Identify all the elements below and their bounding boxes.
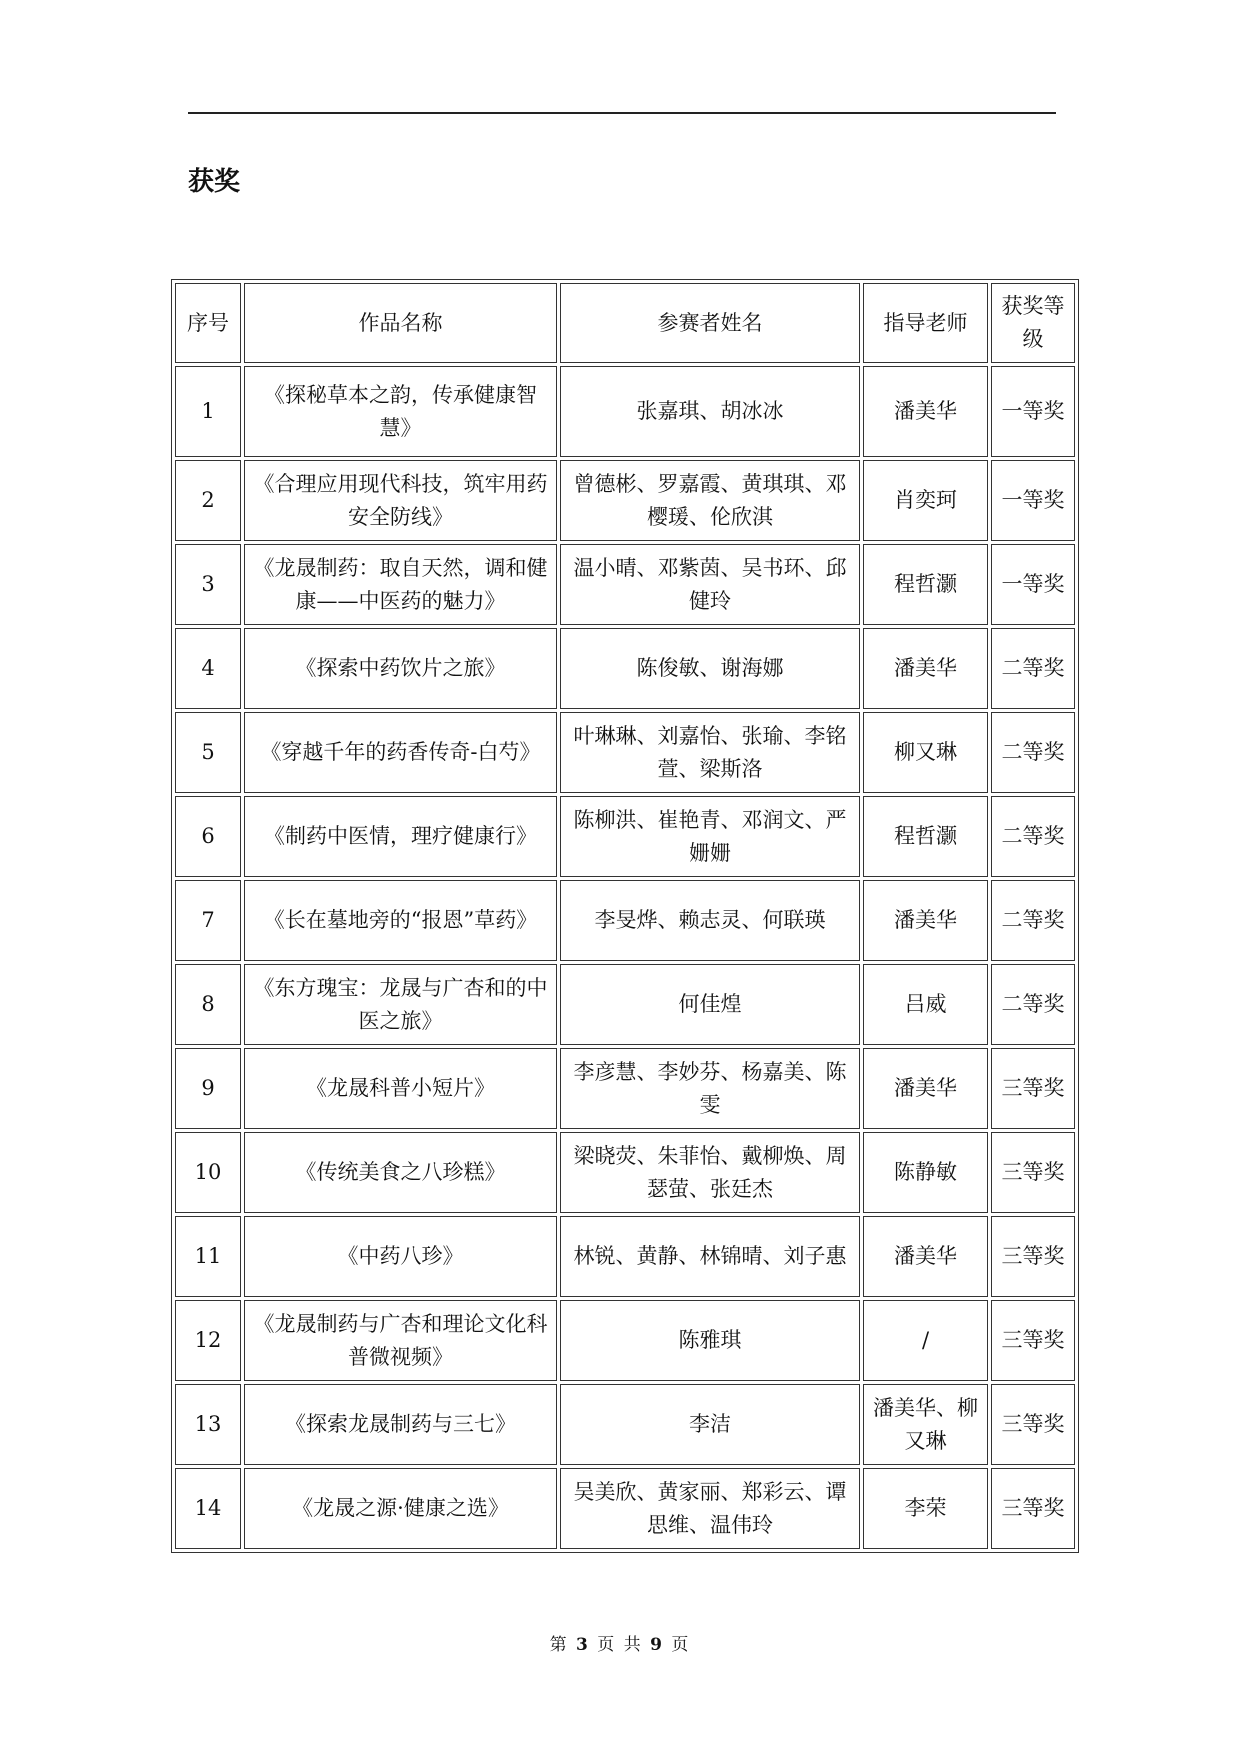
row-level: 二等奖: [991, 628, 1075, 709]
row-level: 二等奖: [991, 796, 1075, 877]
section-title: 获奖: [188, 167, 241, 197]
row-no: 13: [175, 1384, 241, 1465]
row-level: 三等奖: [991, 1048, 1075, 1129]
table-header-row: [175, 283, 1075, 363]
table-row: [175, 544, 1075, 625]
row-level: 三等奖: [991, 1132, 1075, 1213]
table-row: [175, 1048, 1075, 1129]
row-participants: 林锐、黄静、林锦晴、刘子惠: [560, 1216, 860, 1297]
row-title: 《探索龙晟制药与三七》: [244, 1384, 557, 1465]
row-level: 一等奖: [991, 366, 1075, 457]
row-participants: 吴美欣、黄家丽、郑彩云、谭思维、温伟玲: [560, 1468, 860, 1549]
row-no: 5: [175, 712, 241, 793]
row-no: 12: [175, 1300, 241, 1381]
table-row: [175, 1216, 1075, 1297]
row-participants: 梁晓荧、朱菲怡、戴柳焕、周瑟萤、张廷杰: [560, 1132, 860, 1213]
row-teacher: 程哲灏: [863, 544, 988, 625]
row-teacher: /: [863, 1300, 988, 1381]
row-no: 1: [175, 366, 241, 457]
row-participants: 李旻烨、赖志灵、何联瑛: [560, 880, 860, 961]
row-level: 二等奖: [991, 880, 1075, 961]
row-participants: 李洁: [560, 1384, 860, 1465]
footer-current-page: 3: [576, 1635, 590, 1655]
row-no: 10: [175, 1132, 241, 1213]
awards-table: [171, 279, 1079, 1553]
row-no: 6: [175, 796, 241, 877]
row-level: 三等奖: [991, 1468, 1075, 1549]
row-no: 2: [175, 460, 241, 541]
row-title: 《传统美食之八珍糕》: [244, 1132, 557, 1213]
table-row: [175, 1300, 1075, 1381]
row-participants: 曾德彬、罗嘉霞、黄琪琪、邓樱瑗、伦欣淇: [560, 460, 860, 541]
header-rule: [188, 112, 1056, 114]
row-teacher: 潘美华、柳又琳: [863, 1384, 988, 1465]
row-no: 14: [175, 1468, 241, 1549]
row-title: 《合理应用现代科技，筑牢用药安全防线》: [244, 460, 557, 541]
header-no: 序号: [175, 283, 241, 363]
header-participants: 参赛者姓名: [560, 283, 860, 363]
row-teacher: 潘美华: [863, 880, 988, 961]
row-title: 《龙晟之源·健康之选》: [244, 1468, 557, 1549]
row-participants: 陈俊敏、谢海娜: [560, 628, 860, 709]
table-row: [175, 1468, 1075, 1549]
table-row: [175, 628, 1075, 709]
row-level: 二等奖: [991, 712, 1075, 793]
row-level: 一等奖: [991, 460, 1075, 541]
row-teacher: 潘美华: [863, 366, 988, 457]
row-level: 三等奖: [991, 1216, 1075, 1297]
row-level: 三等奖: [991, 1384, 1075, 1465]
row-teacher: 潘美华: [863, 628, 988, 709]
row-teacher: 陈静敏: [863, 1132, 988, 1213]
row-title: 《探秘草本之韵，传承健康智慧》: [244, 366, 557, 457]
table-row: [175, 1384, 1075, 1465]
row-no: 4: [175, 628, 241, 709]
row-title: 《探索中药饮片之旅》: [244, 628, 557, 709]
row-teacher: 吕威: [863, 964, 988, 1045]
footer-prefix: 第: [549, 1635, 569, 1655]
page-footer: [0, 1633, 1240, 1657]
row-no: 7: [175, 880, 241, 961]
row-teacher: 潘美华: [863, 1216, 988, 1297]
header-title: 作品名称: [244, 283, 557, 363]
row-teacher: 潘美华: [863, 1048, 988, 1129]
row-title: 《穿越千年的药香传奇-白芍》: [244, 712, 557, 793]
row-no: 9: [175, 1048, 241, 1129]
table-row: [175, 712, 1075, 793]
footer-total-pages: 9: [650, 1635, 664, 1655]
header-level: 获奖等级: [991, 283, 1075, 363]
row-teacher: 程哲灏: [863, 796, 988, 877]
row-title: 《龙晟制药：取自天然，调和健康——中医药的魅力》: [244, 544, 557, 625]
footer-middle: 页 共: [597, 1635, 643, 1655]
row-level: 二等奖: [991, 964, 1075, 1045]
row-level: 一等奖: [991, 544, 1075, 625]
table-row: [175, 366, 1075, 457]
row-level: 三等奖: [991, 1300, 1075, 1381]
footer-suffix: 页: [671, 1635, 691, 1655]
row-teacher: 李荣: [863, 1468, 988, 1549]
table-row: [175, 1132, 1075, 1213]
row-participants: 陈柳洪、崔艳青、邓润文、严姗姗: [560, 796, 860, 877]
row-teacher: 肖奕珂: [863, 460, 988, 541]
row-title: 《长在墓地旁的“报恩”草药》: [244, 880, 557, 961]
row-no: 8: [175, 964, 241, 1045]
row-participants: 何佳煌: [560, 964, 860, 1045]
row-teacher: 柳又琳: [863, 712, 988, 793]
table-row: [175, 964, 1075, 1045]
row-title: 《龙晟制药与广杏和理论文化科普微视频》: [244, 1300, 557, 1381]
row-participants: 张嘉琪、胡冰冰: [560, 366, 860, 457]
table-row: [175, 796, 1075, 877]
table-row: [175, 460, 1075, 541]
row-no: 3: [175, 544, 241, 625]
row-participants: 温小晴、邓紫茵、吴书环、邱健玲: [560, 544, 860, 625]
row-title: 《制药中医情，理疗健康行》: [244, 796, 557, 877]
row-participants: 叶琳琳、刘嘉怡、张瑜、李铭萱、梁斯洛: [560, 712, 860, 793]
header-teacher: 指导老师: [863, 283, 988, 363]
row-participants: 李彦慧、李妙芬、杨嘉美、陈雯: [560, 1048, 860, 1129]
table-row: [175, 880, 1075, 961]
row-no: 11: [175, 1216, 241, 1297]
row-title: 《中药八珍》: [244, 1216, 557, 1297]
row-title: 《东方瑰宝：龙晟与广杏和的中医之旅》: [244, 964, 557, 1045]
row-title: 《龙晟科普小短片》: [244, 1048, 557, 1129]
row-participants: 陈雅琪: [560, 1300, 860, 1381]
